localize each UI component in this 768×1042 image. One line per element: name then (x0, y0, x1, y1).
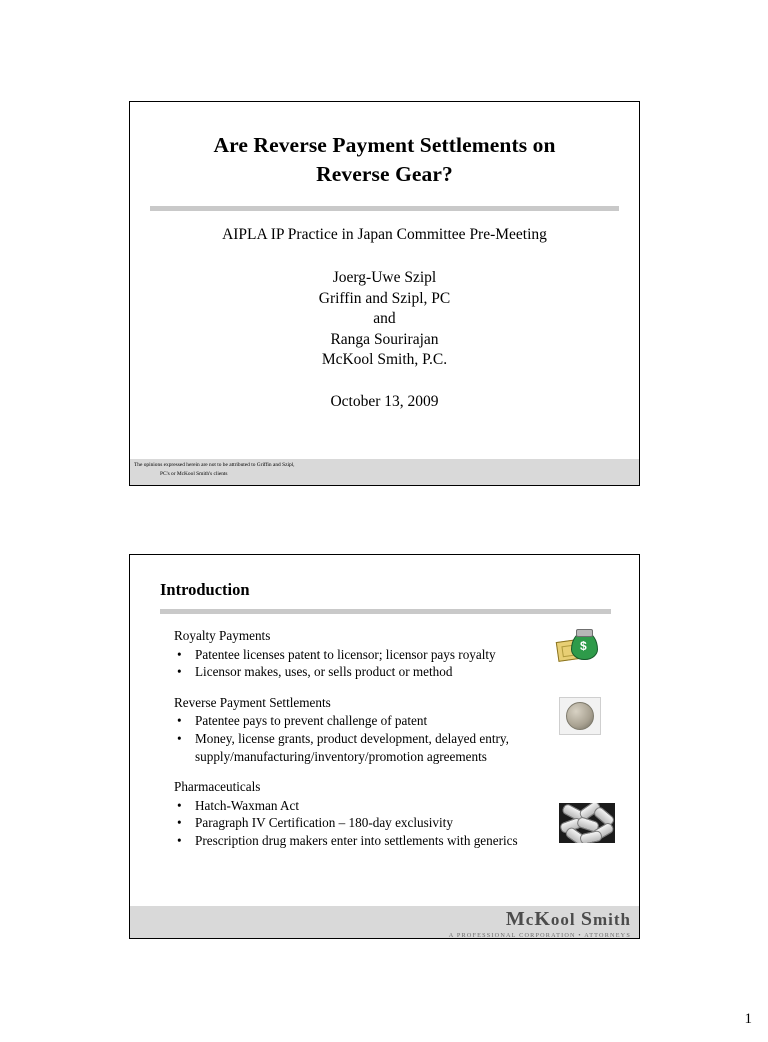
slide2-footer-bar (130, 906, 639, 938)
coin-photo (559, 697, 601, 735)
group-heading: Royalty Payments (174, 628, 271, 643)
group-heading: Reverse Payment Settlements (174, 694, 331, 710)
content-group (174, 778, 604, 849)
bullet-icon: • (177, 815, 182, 831)
slide-title-block (156, 131, 613, 189)
title-divider-rule (150, 206, 619, 211)
slide2-divider-rule (160, 609, 611, 614)
slide-introduction (129, 554, 640, 939)
logo-letter-c: c (525, 910, 535, 929)
slide-subtitle: AIPLA IP Practice in Japan Committee Pre-Meeting (222, 226, 547, 243)
logo-text-ool: ool (550, 910, 581, 929)
list-item-text: Hatch-Waxman Act (195, 797, 300, 813)
presenter-firm-2: McKool Smith, P.C. (321, 351, 448, 368)
logo-wordmark (449, 908, 631, 931)
slide-footer-bar (130, 459, 639, 485)
slide-title-line-2: Reverse Gear? (316, 162, 453, 186)
logo-tagline: A PROFESSIONAL CORPORATION • ATTORNEYS (448, 932, 631, 939)
presenter-firm-1: Griffin and Szipl, PC (318, 289, 451, 307)
bullet-icon: • (177, 832, 182, 848)
money-bag-tie-shape (576, 629, 593, 637)
list-item (174, 832, 604, 850)
presenter-name-1: Joerg-Uwe Szipl (332, 269, 437, 286)
list-item-text: Licensor makes, uses, or sells product or method (195, 664, 453, 680)
bullet-icon: • (177, 646, 182, 662)
slide-title-line-1: Are Reverse Payment Settlements on (213, 133, 556, 157)
list-item (174, 797, 604, 815)
list-item (174, 712, 604, 730)
bullet-icon: • (177, 713, 182, 729)
presenter-name-2: Ranga Sourirajan (330, 330, 439, 348)
bullet-icon: • (177, 797, 182, 813)
presenter-conjunction: and (373, 310, 396, 327)
list-item-text: Prescription drug makers enter into settlements with generics (195, 832, 518, 848)
disclaimer-line-1: The opinions expressed herein are not to be attributed to Griffin and Szipl, (134, 462, 295, 468)
content-group (174, 627, 604, 681)
list-item-text: Paragraph IV Certification – 180-day exclusivity (195, 815, 453, 831)
coin-shape (566, 702, 594, 730)
group-heading: Pharmaceuticals (174, 779, 261, 795)
logo-letter-k: K (534, 908, 551, 930)
presenter-list (130, 268, 639, 371)
mckool-smith-logo (449, 908, 631, 939)
logo-letter-m: M (505, 908, 526, 930)
page-number: 1 (744, 1011, 752, 1027)
logo-text-mith: mith (593, 910, 631, 929)
slide-title (129, 101, 640, 486)
logo-letter-s: S (580, 908, 593, 930)
list-item (174, 730, 604, 765)
bullet-icon: • (177, 664, 182, 680)
pills-photo (559, 803, 615, 843)
list-item (174, 814, 604, 832)
list-item (174, 663, 604, 681)
disclaimer-line-2: PC's or McKool Smith's clients (160, 470, 228, 477)
list-item-text: Patentee licenses patent to licensor; licensor pays royalty (195, 646, 496, 662)
list-item-text: Money, license grants, product development, delayed entry, supply/manufacturing/inventory/promotion agreements (195, 730, 509, 764)
bullet-icon: • (177, 730, 182, 746)
pill-shape (579, 830, 603, 843)
slide2-content (174, 627, 604, 850)
list-item (174, 646, 604, 664)
list-item-text: Patentee pays to prevent challenge of patent (195, 713, 428, 729)
disclaimer-text (134, 461, 464, 478)
content-group (174, 694, 604, 765)
presentation-date: October 13, 2009 (330, 392, 439, 410)
slide2-heading: Introduction (160, 580, 250, 599)
money-bag-icon (557, 629, 599, 663)
